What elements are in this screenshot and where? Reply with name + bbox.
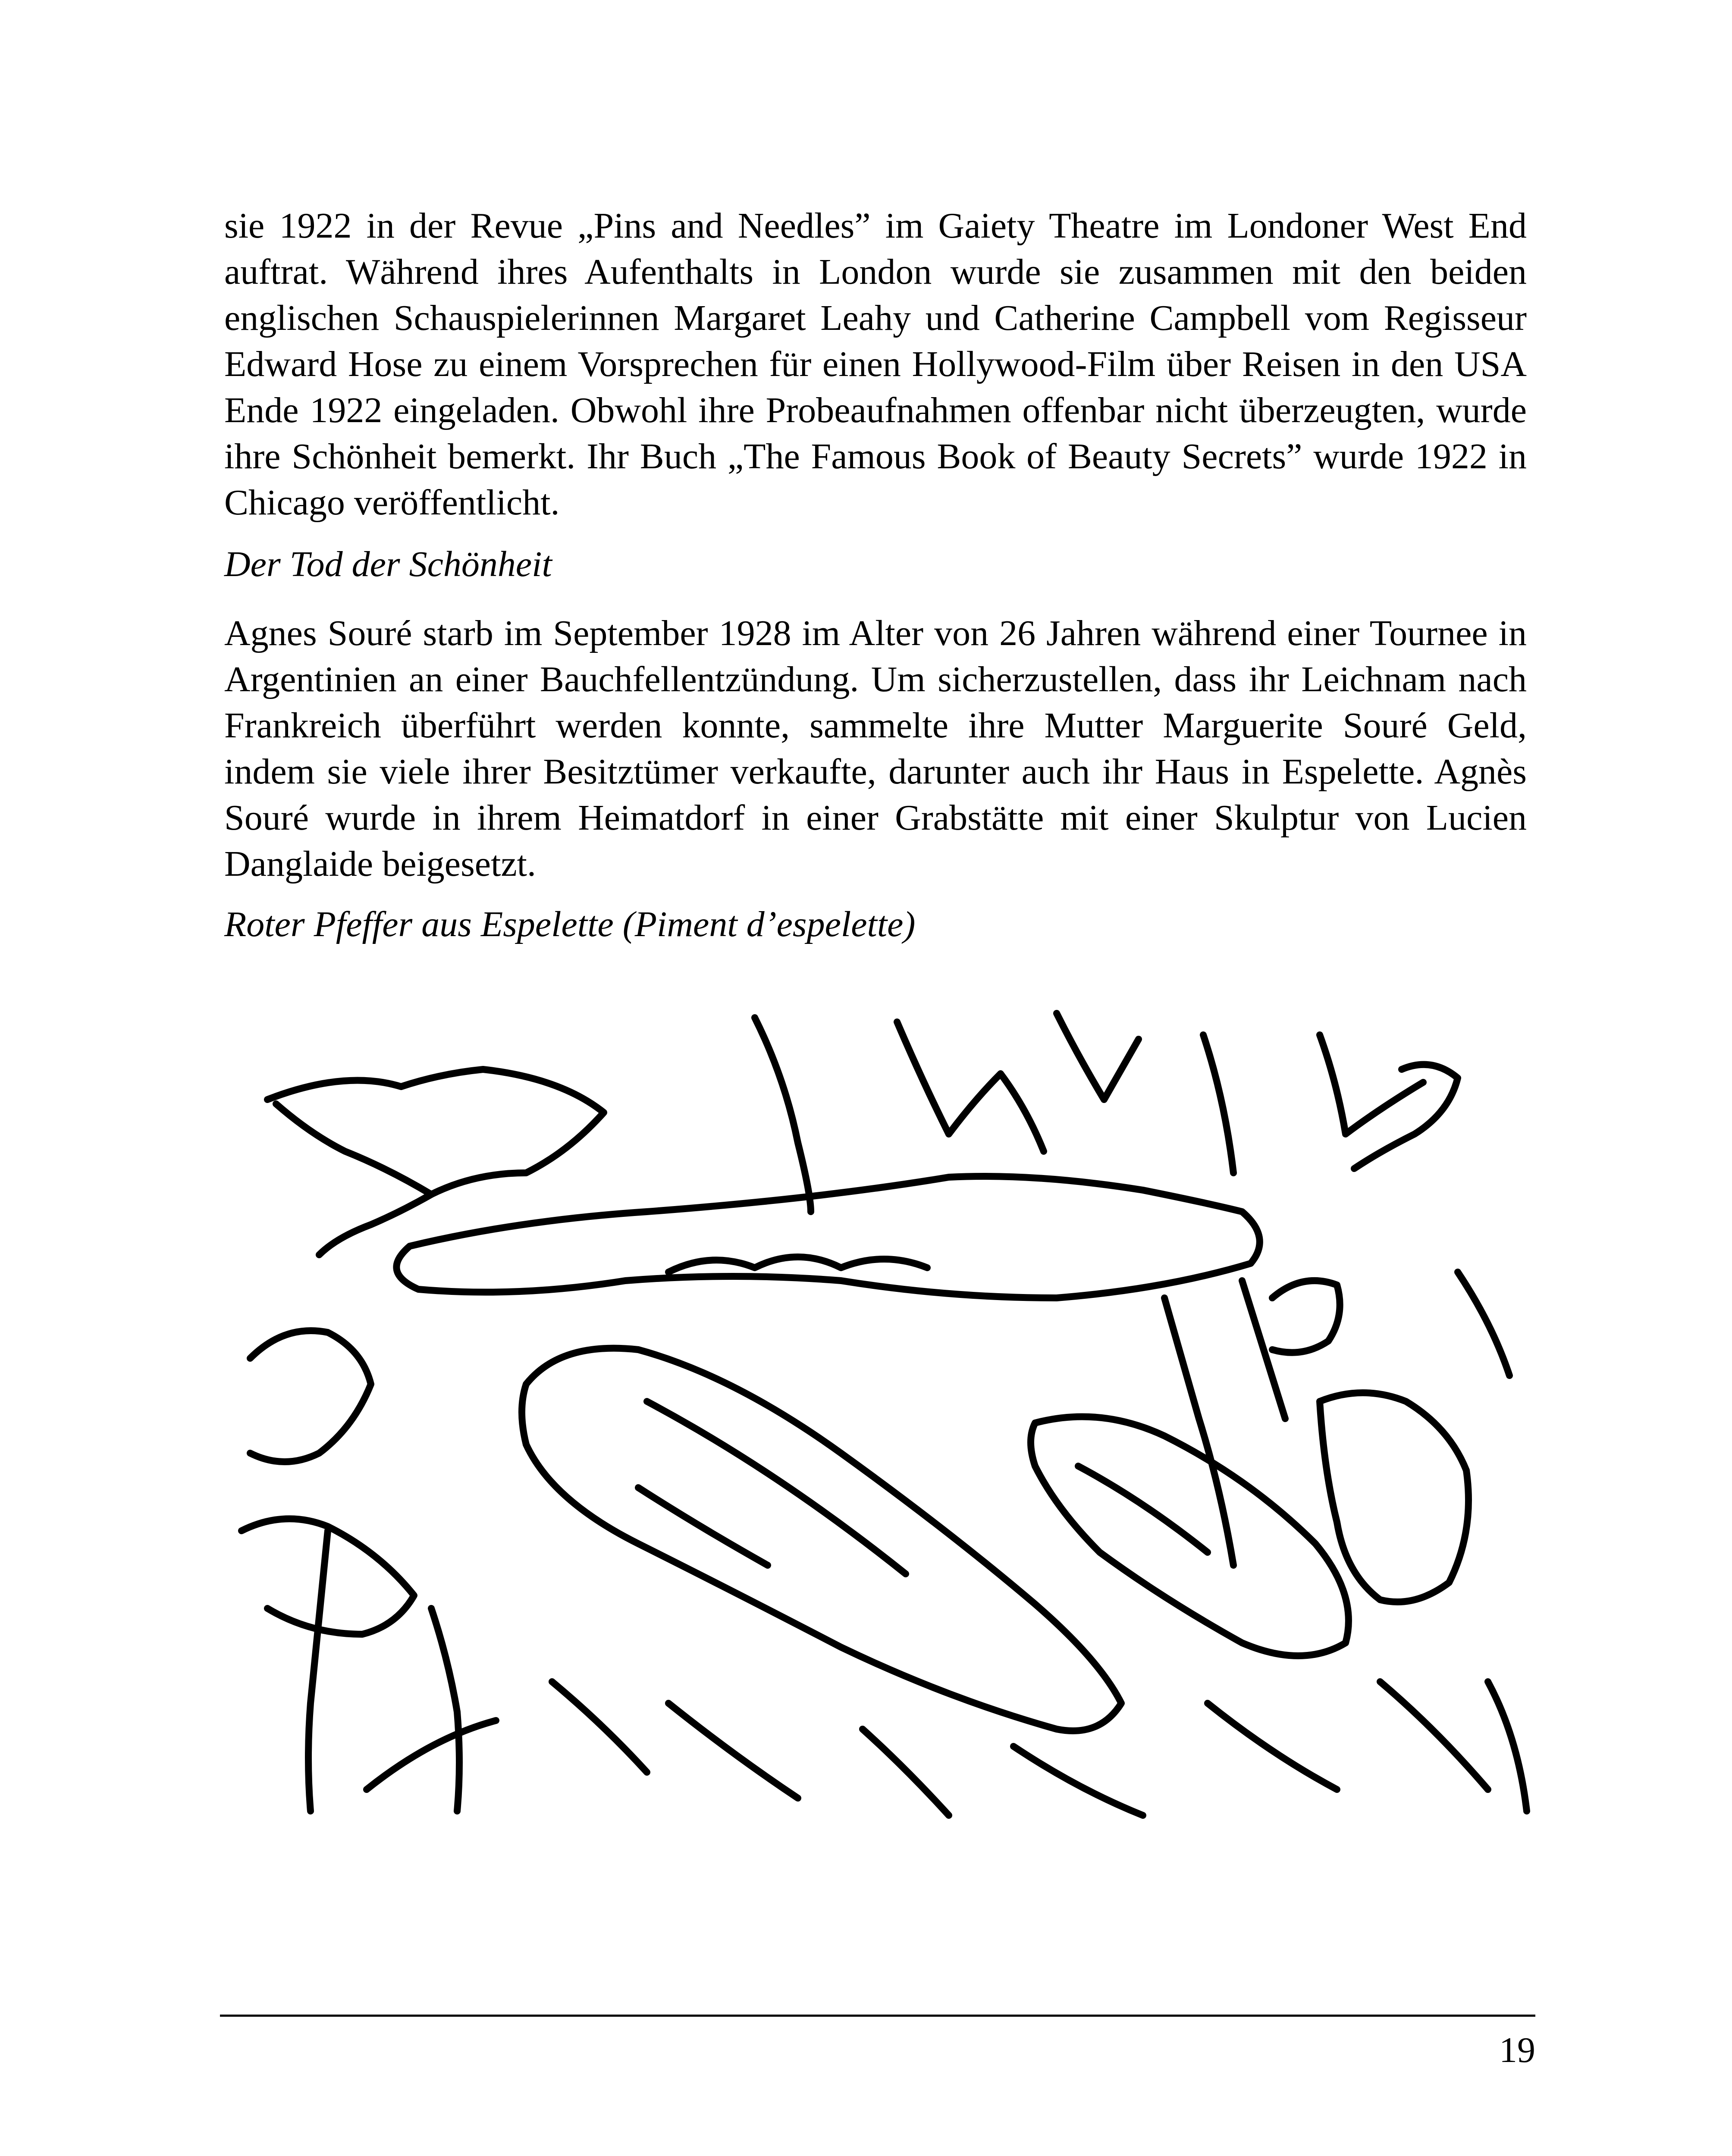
section-heading-pepper: Roter Pfeffer aus Espelette (Piment d’espelette) [224, 904, 916, 944]
section-heading-death: Der Tod der Schönheit [224, 544, 552, 584]
page-number: 19 [1499, 2030, 1535, 2070]
paragraph-beauty-secrets: sie 1922 in der Revue „Pins and Needles” im Gaiety Theatre im Londoner West End auftrat. Während ihres Aufenthalts in London wurde sie zusammen mit den beiden englischen Schauspielerinnen Margaret Leahy und Catherine Campbell vom Regisseur Edward Hose zu einem Vorsprechen für einen Hollywood-Film über Reisen in den USA Ende 1922 eingeladen. Obwohl ihre Probeaufnahmen offenbar nicht überzeugten, wurde ihre Schönheit bemerkt. Ihr Buch „The Famous Book of Beauty Secrets” wurde 1922 in Chicago veröffentlicht. [224, 206, 1527, 523]
footer-rule [220, 2015, 1535, 2017]
pepper-line-drawing [216, 970, 1544, 1846]
paragraph-death: Agnes Souré starb im September 1928 im Alter von 26 Jahren während einer Tournee in Argentinien an einer Bauchfellentzündung. Um sicherzustellen, dass ihr Leichnam nach Frankreich überführt werden konnte, sammelte ihre Mutter Marguerite Souré Geld, indem sie viele ihrer Besitztümer verkaufte, darunter auch ihr Haus in Espelette. Agnès Souré wurde in ihrem Heimatdorf in einer Grabstätte mit einer Skulptur von Lucien Danglaide beigesetzt. [224, 613, 1527, 884]
